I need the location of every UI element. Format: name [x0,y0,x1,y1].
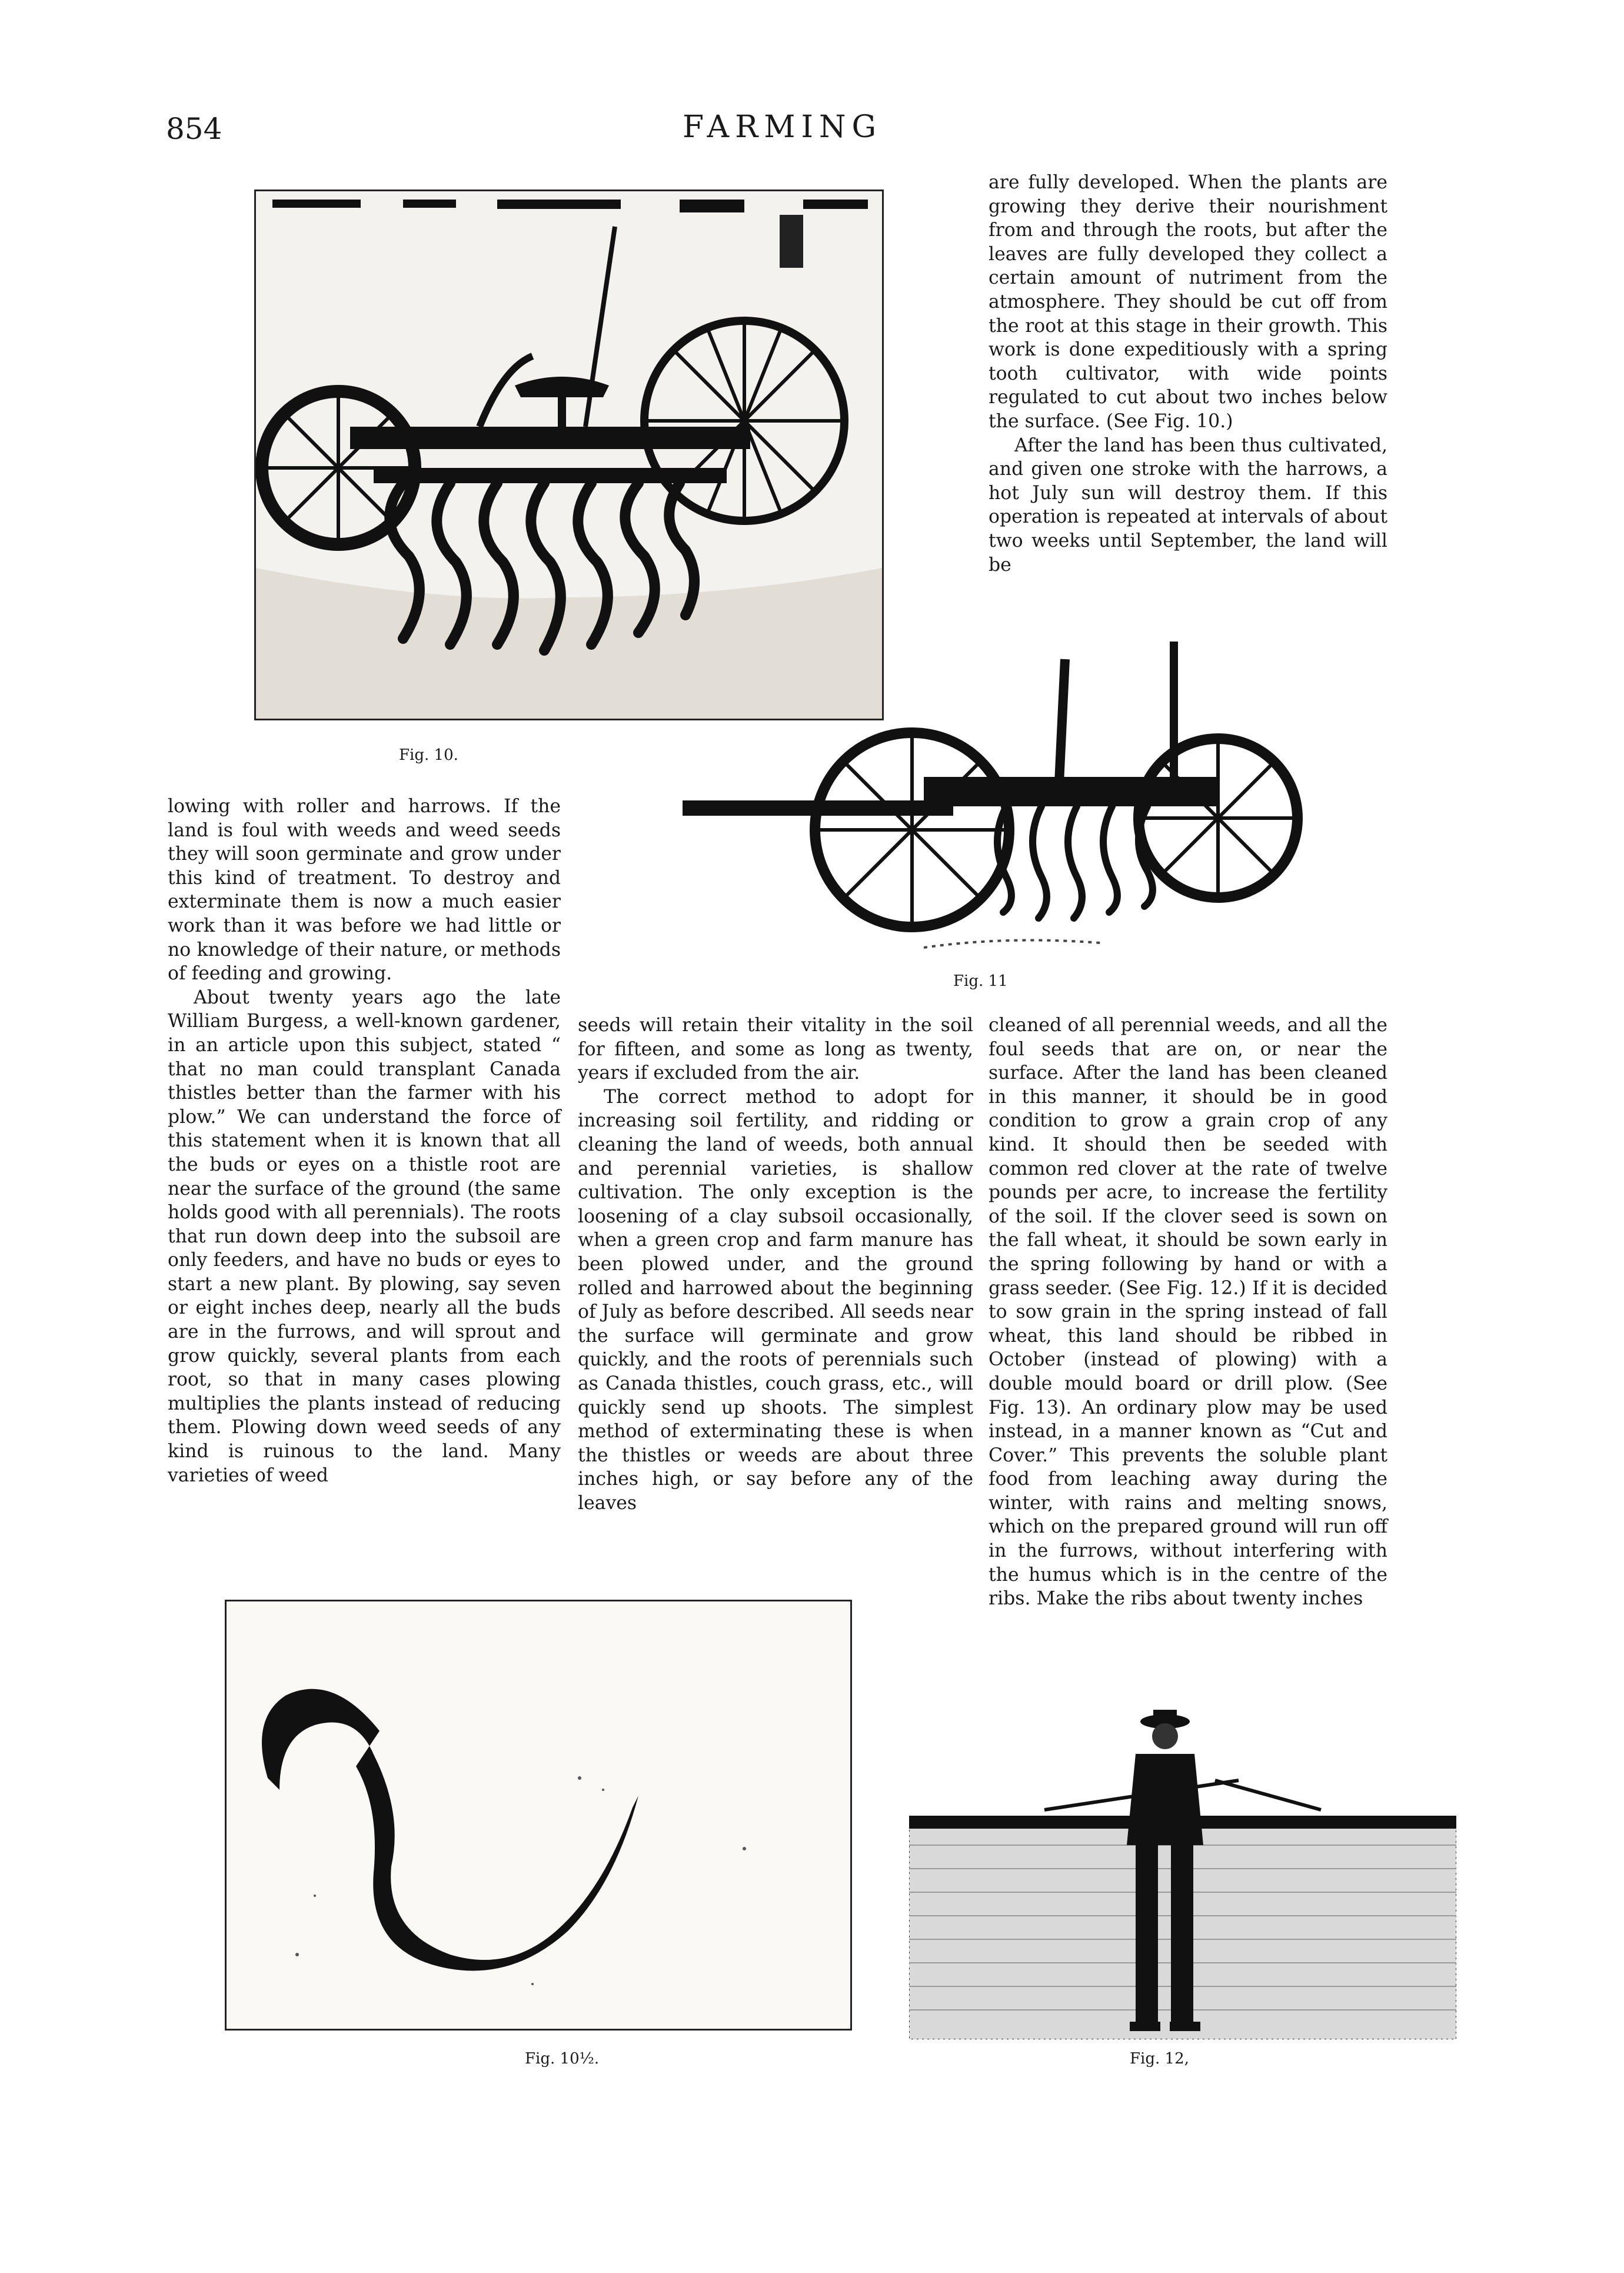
paragraph: cleaned of all perennial weeds, and all the foul seeds that are on, or near the surface. After the land has been cleaned in this manner, it should be in good condition to grow a grain crop of any kind. It should then be seeded with common red clover at the rate of twelve pounds per acre, to increase the fertility of the soil. If the clover seed is sown on the fall wheat, it should be sown early in the spring following by hand or with a grass seeder. (See Fig. 12.) If it is decided to sow grain in the spring instead of fall wheat, this land should be ribbed in October (instead of plowing) with a double mould board or drill plow. (See Fig. 13). An ordinary plow may be used instead, in a manner known as “Cut and Cover.” This prevents the soluble plant food from leaching away during the winter, with rains and melting snows, which on the prepared ground will run off in the furrows, without interfering with the humus which is in the centre of the ribs. Make the ribs about twenty inches [989,1015,1387,1610]
paragraph: After the land has been thus cultivated, and given one stroke with the harrows, a hot July sun will destroy them. If this operation is repeated at intervals of about two weeks until September, the land will be [989,434,1387,576]
paragraph: About twenty years ago the late William Burgess, a well-known gardener, in an article upon this subject, stated “ that no man could transplant Canada thistles better than the farmer with his plow.” We can understand the force of this statement when it is known that all the buds or eyes on a thistle root are near the surface of the ground (the same holds good with all perennials). The roots that run down deep into the subsoil are only feeders, and have no buds or eyes to start a new plant. By plowing, say seven or eight inches deep, nearly all the buds are in the furrows, and will sprout and grow quickly, several plants from each root, so that in many cases plowing multiplies the plants instead of reducing them. Plowing down weed seeds of any kind is ruinous to the land. Many varieties of weed [168,986,561,1486]
paragraph: lowing with roller and harrows. If the land is foul with weeds and weed seeds they will soon germinate and grow under this kind of treatment. To destroy and exterminate them is now a much easier work than it was before we had little or no knowledge of their nature, or methods of feeding and growing. [168,796,561,985]
text-column-middle [578,1013,973,1515]
figure-10-cultivator-image [254,190,884,720]
text-column-right-bottom [989,1013,1387,1611]
caption-fig-11: Fig. 11 [953,972,1008,990]
paragraph: The correct method to adopt for increasing soil fertility, and ridding or cleaning the land of weeds, both annual and perennial varieties, is shallow cultivation. The only exception is the loosening of a clay subsoil occasionally, when a green crop and farm manure has been plowed under, and the ground rolled and harrowed about the beginning of July as before described. All seeds near the surface will germinate and grow quickly, and the roots of perennials such as Canada thistles, couch grass, etc., will quickly send up shoots. The simplest method of exterminating these is when the thistles or weeds are about three inches high, or say before any of the leaves [578,1086,973,1514]
text-column-right-top [989,171,1387,577]
page-number: 854 [166,112,222,146]
paragraph: are fully developed. When the plants are growing they derive their nourishment from and through the roots, but after the leaves are fully developed they collect a certain amount of nutriment from the atmosphere. They should be cut off from the root at this stage in their growth. This work is done expeditiously with a spring tooth cultivator, with wide points regulated to cut about two inches below the surface. (See Fig. 10.) [989,172,1387,432]
figure-12-man-with-seeder-image [909,1710,1456,2039]
figure-11-cultivator-drawing [677,642,1336,971]
running-title: FARMING [683,109,883,145]
figure-10-half-spring-tooth-image [225,1600,852,2031]
caption-fig-10: Fig. 10. [399,746,458,764]
text-column-left [168,795,561,1487]
caption-fig-12: Fig. 12, [1130,2050,1189,2068]
paragraph: seeds will retain their vitality in the soil for fifteen, and some as long as twenty, years if excluded from the air. [578,1015,973,1084]
caption-fig-10-half: Fig. 10½. [525,2050,600,2068]
